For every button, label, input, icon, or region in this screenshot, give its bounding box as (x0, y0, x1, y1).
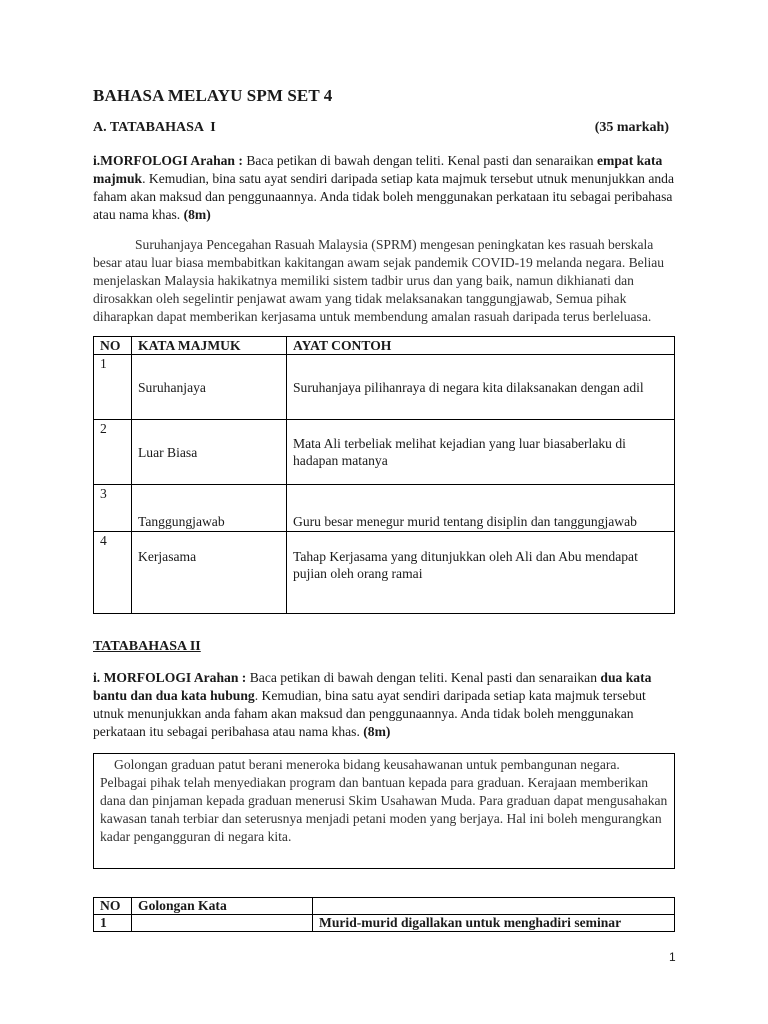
section-2-heading: TATABAHASA II (93, 639, 201, 654)
header-ayat (313, 898, 675, 915)
row-ayat: Tahap Kerjasama yang ditunjukkan oleh Ali dan Abu mendapat pujian oleh orang ramai (287, 532, 675, 614)
table-row (94, 485, 675, 532)
row-ayat: Mata Ali terbeliak melihat kejadian yang luar biasaberlaku di hadapan matanya (287, 420, 675, 485)
part1-instructions (93, 152, 675, 224)
table-row (94, 420, 675, 485)
row-no: 1 (94, 355, 132, 420)
part1-instr-marks: (8m) (183, 207, 211, 222)
part2-instr-marks: (8m) (363, 724, 391, 739)
row-kata: Tanggungjawab (132, 485, 287, 532)
table-row (94, 915, 675, 932)
document-title: BAHASA MELAYU SPM SET 4 (93, 86, 333, 105)
header-no: NO (94, 898, 132, 915)
row-no: 2 (94, 420, 132, 485)
part2-instr-text1: Baca petikan di bawah dengan teliti. Kenal pasti dan senaraikan (246, 670, 601, 685)
row-ayat: Guru besar menegur murid tentang disiplin dan tanggungjawab (287, 485, 675, 532)
row-no: 3 (94, 485, 132, 532)
table-row (94, 355, 675, 420)
part2-instr-bold: dua kata bantu dan dua kata hubung (93, 670, 652, 703)
kata-majmuk-table (93, 336, 675, 614)
row-kata: Luar Biasa (132, 420, 287, 485)
part2-passage-box (93, 753, 675, 869)
row-no: 1 (94, 915, 132, 932)
golongan-kata-table (93, 897, 675, 932)
part1-instr-text1: Baca petikan di bawah dengan teliti. Kenal pasti dan senaraikan (242, 153, 597, 168)
row-ayat: Murid-murid digallakan untuk menghadiri seminar (313, 915, 675, 932)
part2-instructions (93, 669, 675, 741)
section-a-label: A. TATABAHASA I (93, 120, 216, 135)
header-kata-majmuk: KATA MAJMUK (132, 337, 287, 355)
row-no: 4 (94, 532, 132, 614)
row-golongan (132, 915, 313, 932)
header-no: NO (94, 337, 132, 355)
part2-instr-prefix: i. MORFOLOGI Arahan : (93, 670, 247, 685)
part1-instr-bold: empat kata majmuk (93, 153, 663, 186)
row-kata: Suruhanjaya (132, 355, 287, 420)
part1-instr-prefix: i.MORFOLOGI Arahan : (93, 153, 243, 168)
table-header-row (94, 337, 675, 355)
header-golongan-kata: Golongan Kata (132, 898, 313, 915)
part2-instr-text2: . Kemudian, bina satu ayat sendiri daripada setiap kata majmuk tersebut utnuk menunjukkan anda faham akan maksud dan penggunaannya. Anda tidak boleh menggunakan perkataan itu sebagai peribahasa atau nama khas. (93, 688, 646, 739)
part1-passage: Suruhanjaya Pencegahan Rasuah Malaysia (SPRM) mengesan peningkatan kes rasuah berskala besar atau luar biasa membabitkan kakitangan awam sejak pandemik COVID-19 melanda negara. Beliau menjelaskan Malaysia hakikatnya memiliki sistem tadbir urus dan yang baik, namun dikhianati dan dirosakkan oleh segelintir penjawat awam yang tidak melaksanakan tanggungjawab, Semua pihak diharapkan dapat memberikan kerjasama untuk membendung amalan rasuah daripada terus berleluasa. (93, 237, 665, 324)
row-kata: Kerjasama (132, 532, 287, 614)
header-ayat-contoh: AYAT CONTOH (287, 337, 675, 355)
section-a-header (93, 120, 675, 136)
table-header-row (94, 898, 675, 915)
part1-instr-text2: . Kemudian, bina satu ayat sendiri daripada setiap kata majmuk tersebut utnuk menunjukkan anda faham akan maksud dan penggunaannya. Anda tidak boleh menggunakan perkataan itu sebagai peribahasa atau nama khas. (93, 171, 674, 222)
part2-passage: Golongan graduan patut berani meneroka bidang keusahawanan untuk pembangunan negara. Pelbagai pihak telah menyediakan program dan bantuan kepada para graduan. Kerajaan memberikan dana dan pinjaman kepada graduan menerusi Skim Usahawan Muda. Para graduan dapat mengusahakan kawasan tanah terbiar dan seterusnya menjadi petani moden yang berjaya. Hal ini boleh mengurangkan kadar pengangguran di negara kita. (100, 757, 668, 844)
page-number: 1 (669, 950, 676, 964)
table-row (94, 532, 675, 614)
document-page (93, 86, 675, 932)
row-ayat: Suruhanjaya pilihanraya di negara kita dilaksanakan dengan adil (287, 355, 675, 420)
section-a-marks: (35 markah) (594, 120, 669, 135)
